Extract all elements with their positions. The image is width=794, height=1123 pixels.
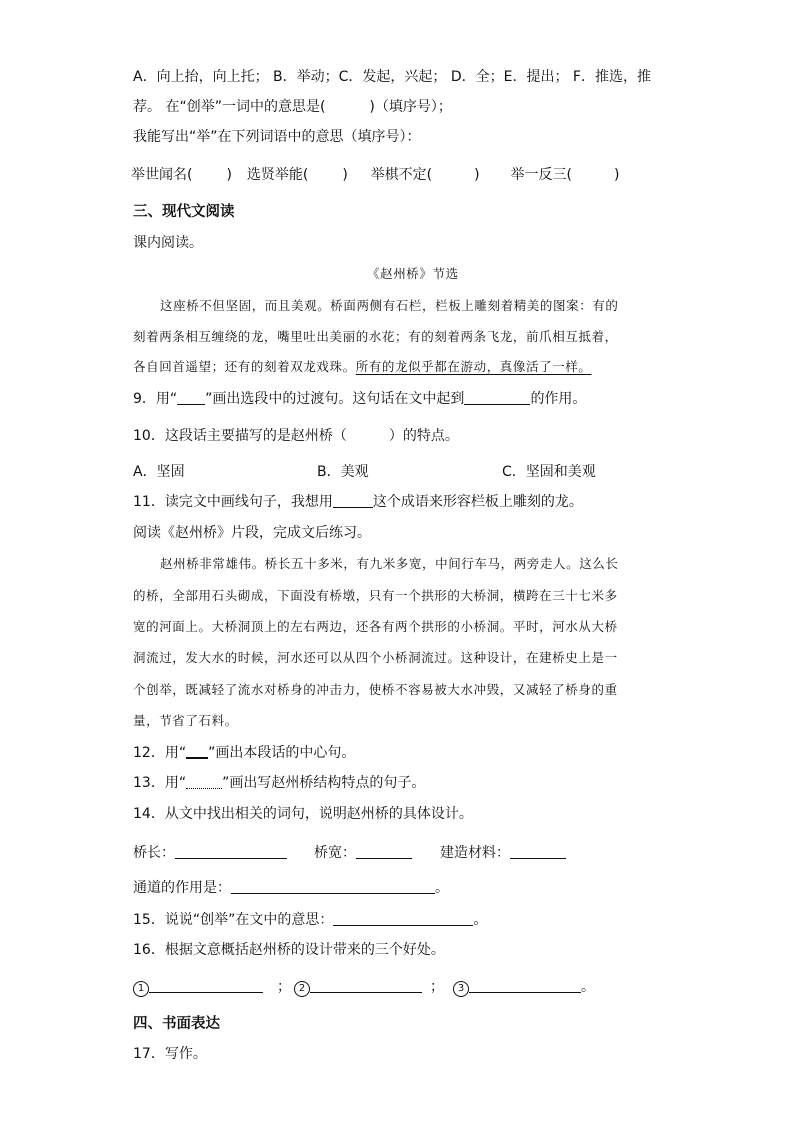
question-13: 13．用“ ”画出写赵州桥结构特点的句子。: [133, 775, 426, 791]
answer-blank[interactable]: [310, 978, 422, 993]
passage-line: 洞流过，发大水的时候，河水还可以从四个小桥洞流过。这种设计，在建桥史上是一: [133, 650, 618, 665]
answer-blank[interactable]: [333, 493, 373, 508]
circled-number: 1: [133, 981, 149, 997]
question-11: 11．读完文中画线句子，我想用 这个成语来形容栏板上雕刻的龙。: [133, 494, 583, 510]
question-16: 16．根据文意概括赵州桥的设计带来的三个好处。: [133, 942, 445, 958]
intro-text-2: 阅读《赵州桥》片段，完成文后练习。: [133, 525, 371, 541]
answer-blank[interactable]: [231, 879, 435, 894]
passage-line: 这座桥不但坚固，而且美观。桥面两侧有石栏，栏板上雕刻着精美的图案：有的: [160, 298, 619, 313]
word-item: 举一反三( ): [510, 167, 620, 183]
benefit-3: 3 。: [453, 977, 595, 997]
passage-title: 《赵州桥》节选: [367, 266, 459, 281]
answer-blank[interactable]: [510, 844, 566, 859]
field-passage-use: 通道的作用是： 。: [133, 880, 449, 896]
answer-blank[interactable]: [175, 844, 287, 859]
question-17: 17．写作。: [133, 1046, 207, 1062]
field-length: 桥长：: [133, 843, 287, 863]
instruction-line: 我能写出“举”在下列词语中的意思（填序号）：: [133, 129, 421, 145]
question-chuangju-line: 荐。 在“创举”一词中的意思是( )（填序号）；: [133, 99, 452, 115]
answer-blank[interactable]: [464, 390, 530, 405]
word-item: 举世闻名( ): [131, 167, 232, 183]
circled-number: 3: [453, 981, 469, 997]
field-material: 建造材料：: [440, 843, 566, 863]
answer-blank[interactable]: [333, 911, 473, 926]
section-4-heading: 四、书面表达: [133, 1016, 220, 1032]
question-12: 12．用“ ”画出本段话的中心句。: [133, 745, 356, 761]
option-c[interactable]: C．坚固和美观: [502, 464, 596, 480]
intro-text: 课内阅读。: [133, 235, 203, 251]
question-10: 10．这段话主要描写的是赵州桥（ ）的特点。: [133, 428, 459, 444]
benefit-2: 2 ；: [294, 977, 444, 997]
word-list: [131, 165, 619, 185]
option-line-1: A．向上抬，向上托； B．举动；C．发起，兴起； D．全；E．提出； F．推选，推: [133, 69, 651, 85]
passage-line: 的桥，全部用石头砌成，下面没有桥墩，只有一个拱形的大桥洞，横跨在三十七米多: [133, 588, 618, 603]
question-15: 15．说说“创举”在文中的意思： 。: [133, 912, 488, 928]
field-width: 桥宽：: [314, 843, 412, 863]
passage-line: 刻着两条相互缠绕的龙，嘴里吐出美丽的水花；有的刻着两条飞龙，前爪相互抵着，: [133, 329, 618, 344]
answer-blank[interactable]: [149, 978, 263, 993]
benefit-1: 1 ；: [133, 977, 291, 997]
passage-line: 赵州桥非常雄伟。桥长五十多米，有九米多宽，中间行车马，两旁走人。这么长: [160, 556, 619, 571]
answer-blank[interactable]: [469, 978, 581, 993]
answer-blank[interactable]: [356, 844, 412, 859]
question-14: 14．从文中找出相关的词句，说明赵州桥的具体设计。: [133, 806, 473, 822]
word-item: 举棋不定( ): [370, 167, 480, 183]
option-b[interactable]: B．美观: [317, 464, 369, 480]
underlined-sentence: 所有的龙似乎都在游动，真像活了一样。: [355, 359, 592, 374]
passage-line: 量，节省了石料。: [133, 713, 238, 728]
passage-line: 宽的河面上。大桥洞顶上的左右两边，还各有两个拱形的小桥洞。平时，河水从大桥: [133, 619, 618, 634]
section-3-heading: 三、现代文阅读: [133, 204, 235, 220]
passage-line: 个创举，既减轻了流水对桥身的冲击力，使桥不容易被大水冲毁，又减轻了桥身的重: [133, 682, 618, 697]
question-9: 9．用“ ”画出选段中的过渡句。这句话在文中起到 的作用。: [133, 391, 587, 407]
passage-line: 各自回首遥望；还有的刻着双龙戏珠。所有的龙似乎都在游动，真像活了一样。: [133, 359, 592, 374]
option-a[interactable]: A．坚固: [133, 464, 185, 480]
circled-number: 2: [294, 981, 310, 997]
word-item: 选贤举能( ): [246, 167, 348, 183]
